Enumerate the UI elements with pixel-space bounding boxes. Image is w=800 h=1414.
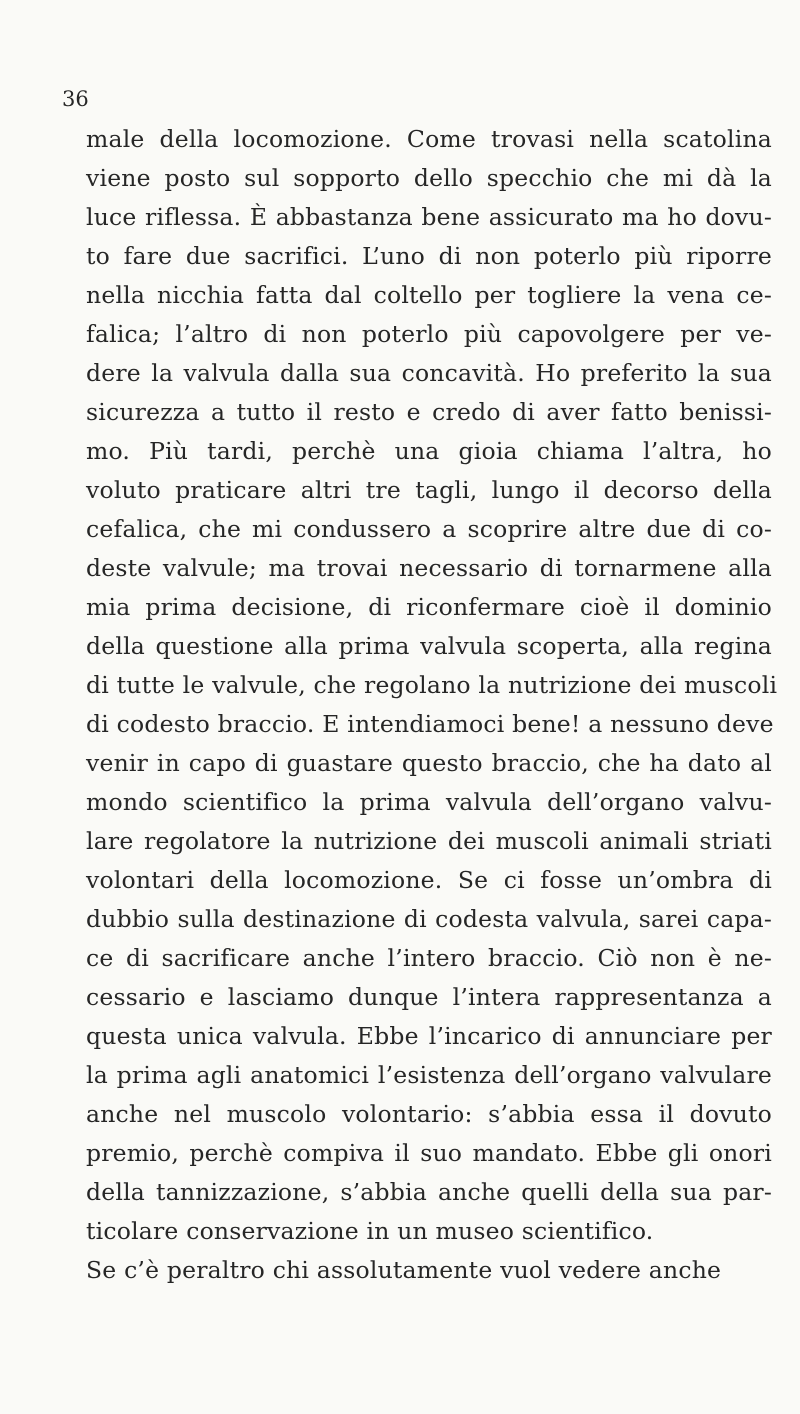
text-line: voluto praticare altri tre tagli, lungo il decorso della (86, 476, 772, 504)
text-line: dere la valvula dalla sua concavità. Ho preferito la sua (86, 359, 772, 387)
text-line: anche nel muscolo volontario: s’abbia essa il dovuto (86, 1100, 772, 1128)
text-line: luce riflessa. È abbastanza bene assicurato ma ho dovu- (86, 203, 772, 231)
text-line: di codesto braccio. E intendiamoci bene! a nessuno deve (86, 710, 774, 738)
text-line: cefalica, che mi condussero a scoprire altre due di co- (86, 515, 772, 543)
text-line: della tannizzazione, s’abbia anche quelli della sua par- (86, 1178, 772, 1206)
text-line: nella nicchia fatta dal coltello per togliere la vena ce- (86, 281, 772, 309)
text-line: premio, perchè compiva il suo mandato. Ebbe gli onori (86, 1139, 772, 1167)
text-line: dubbio sulla destinazione di codesta valvula, sarei capa- (86, 905, 772, 933)
text-line: ce di sacrificare anche l’intero braccio. Ciò non è ne- (86, 944, 772, 972)
text-line: mia prima decisione, di riconfermare cioè il dominio (86, 593, 772, 621)
text-line: lare regolatore la nutrizione dei muscoli animali striati (86, 827, 772, 855)
text-line: della questione alla prima valvula scoperta, alla regina (86, 632, 772, 660)
text-line: venir in capo di guastare questo braccio, che ha dato al (86, 749, 772, 777)
text-line: Se c’è peraltro chi assolutamente vuol vedere anche (86, 1256, 722, 1284)
text-line: mo. Più tardi, perchè una gioia chiama l’altra, ho (86, 437, 772, 465)
text-line: mondo scientifico la prima valvula dell’organo valvu- (86, 788, 772, 816)
text-line: cessario e lasciamo dunque l’intera rappresentanza a (86, 983, 772, 1011)
text-line: male della locomozione. Come trovasi nella scatolina (86, 125, 772, 153)
body-text (86, 120, 778, 1290)
text-line: di tutte le valvule, che regolano la nutrizione dei muscoli (86, 671, 778, 699)
text-line: questa unica valvula. Ebbe l’incarico di annunciare per (86, 1022, 772, 1050)
page-number: 36 (62, 87, 89, 111)
text-line: falica; l’altro di non poterlo più capovolgere per ve- (86, 320, 772, 348)
text-line: deste valvule; ma trovai necessario di tornarmene alla (86, 554, 772, 582)
text-line: sicurezza a tutto il resto e credo di aver fatto benissi- (86, 398, 772, 426)
text-line: la prima agli anatomici l’esistenza dell’organo valvulare (86, 1061, 772, 1089)
text-line: viene posto sul sopporto dello specchio che mi dà la (86, 164, 772, 192)
text-line: ticolare conservazione in un museo scientifico. (86, 1217, 654, 1245)
text-line: volontari della locomozione. Se ci fosse un’ombra di (86, 866, 772, 894)
text-line: to fare due sacrifici. L’uno di non poterlo più riporre (86, 242, 772, 270)
